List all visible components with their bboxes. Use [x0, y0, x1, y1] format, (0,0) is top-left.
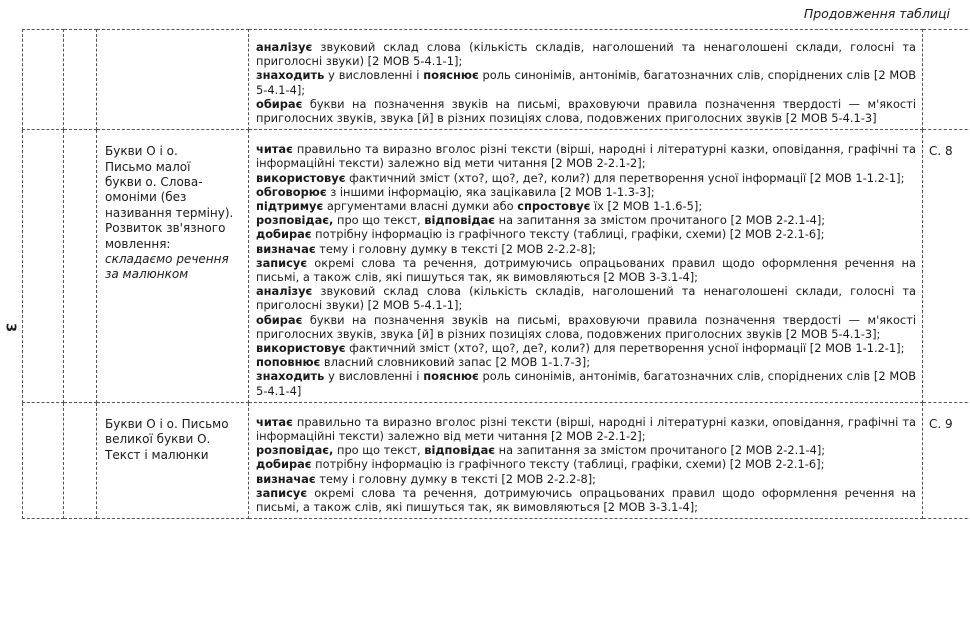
outcome-text: звуковий склад слова (кількість складів, наголошений та ненаголошені склади, голосні та приголосні звуки) [2 МОВ 5-4.1-1]; [256, 40, 916, 69]
outcome-verb: розповідає, [256, 213, 334, 228]
outcome-verb: пояснює [423, 369, 479, 384]
outcome-text: роль синонімів, антонімів, багатозначних слів, споріднених слів [2 МОВ 5-4.1-4] [256, 369, 917, 398]
outcome-text: правильно та виразно вголос різні тексти (вірші, народні і літературні казки, оповідання, графічні та інформаційні тексти) залежно від мети читання [2 МОВ 2-2.1-2]; [256, 142, 916, 171]
outcome-verb: аналізує [256, 284, 313, 299]
outcome-line [256, 341, 916, 355]
outcome-line [256, 97, 916, 125]
table-continuation-caption: Продовження таблиці [803, 6, 950, 21]
textbook-page-cell [923, 30, 970, 130]
outcome-verb: записує [256, 485, 308, 500]
outcome-verb: обирає [256, 312, 303, 327]
textbook-page-cell [923, 130, 970, 403]
table-body [23, 30, 970, 519]
outcome-text: букви на позначення звуків на письмі, враховуючи правила позначення твердості — м'якості приголосних звуків, звука [й] в різних позиціях слова, подовжених приголосних звуків [2 МОВ 5-4.1-3]; [256, 312, 916, 341]
outcome-line [256, 486, 916, 514]
topic-line: Букви О і о. Письмо [105, 416, 229, 431]
outcome-verb: обирає [256, 96, 303, 111]
outcome-line [256, 313, 916, 341]
outcome-line [256, 415, 916, 443]
outcome-text: з іншими інформацію, яка зацікавила [2 МОВ 1-1.3-3]; [326, 184, 655, 199]
outcome-text: про що текст, [333, 443, 425, 458]
table-row [23, 130, 970, 403]
outcome-text: правильно та виразно вголос різні тексти (вірші, народні і літературні казки, оповідання, графічні та інформаційні тексти) залежно від мети читання [2 МОВ 2-2.1-2]; [256, 414, 916, 444]
lesson-number-cell [23, 30, 64, 130]
outcome-line [256, 472, 916, 486]
outcome-verb: використовує [256, 170, 346, 185]
outcome-verb: використовує [256, 341, 346, 356]
outcome-verb: знаходить [256, 369, 325, 384]
outcome-verb: читає [256, 414, 293, 429]
lesson-number-cell [23, 130, 64, 403]
outcome-text: звуковий склад слова (кількість складів, наголошений та ненаголошені склади, голосні та приголосні звуки) [2 МОВ 5-4.1-1]; [256, 284, 916, 313]
page-number: 3 [2, 322, 18, 333]
topic-line: великої букви О. [105, 432, 211, 447]
outcome-text: окремі слова та речення, дотримуючись опрацьованих правил щодо оформлення речення на письмі, а також слів, які пишуться так, як вимовляються [2 МОВ 3-3.1-4]; [256, 255, 916, 285]
outcome-line [256, 355, 916, 369]
outcome-verb: підтримує [256, 199, 324, 214]
outcome-line [256, 227, 916, 241]
outcome-text: фактичний зміст (хто?, що?, де?, коли?) для перетворення усної інформації [2 МОВ 1-1.2-1]; [345, 341, 905, 356]
outcome-text: їх [2 МОВ 1-1.6-5]; [590, 199, 703, 214]
outcome-verb: обговорює [256, 184, 327, 199]
outcome-text: аргументами власні думки або [323, 199, 518, 214]
date-cell [64, 30, 97, 130]
lesson-topic-cell [97, 402, 249, 518]
outcome-line [256, 185, 916, 199]
outcome-line [256, 369, 916, 397]
outcome-line [256, 443, 916, 457]
topic-line: називання терміну). [105, 205, 234, 220]
learning-outcomes-cell [249, 130, 923, 403]
outcome-verb: спростовує [517, 199, 591, 214]
textbook-page-cell [923, 402, 970, 518]
outcome-text: у висловленні і [324, 68, 424, 83]
outcome-verb: розповідає, [256, 443, 334, 458]
outcome-line [256, 40, 916, 68]
learning-outcomes-cell [249, 402, 923, 518]
outcome-text: на запитання за змістом прочитаного [2 МОВ 2-2.1-4]; [495, 443, 826, 458]
outcome-text: потрібну інформацію із графічного тексту (таблиці, графіки, схеми) [2 МОВ 2-2.1-6]; [311, 227, 825, 242]
outcome-text: окремі слова та речення, дотримуючись опрацьованих правил щодо оформлення речення на письмі, а також слів, які пишуться так, як вимовляються [2 МОВ 3-3.1-4]; [256, 485, 916, 515]
outcome-verb: пояснює [423, 68, 479, 83]
outcome-line [256, 457, 916, 471]
outcome-text: букви на позначення звуків на письмі, враховуючи правила позначення твердості — м'якості приголосних звуків, звука [й] в різних позиціях слова, подовжених приголосних звуків [2 МОВ 5-4.1-3] [256, 96, 916, 126]
outcome-verb: відповідає [424, 443, 496, 458]
outcome-line [256, 142, 916, 170]
textbook-page: С. 8 [929, 144, 953, 159]
topic-line: мовлення: [105, 236, 171, 251]
topic-line: Текст і малюнки [105, 447, 209, 462]
outcome-verb: записує [256, 255, 308, 270]
outcome-verb: визначає [256, 241, 316, 256]
outcome-verb: визначає [256, 471, 316, 486]
lesson-topic-cell [97, 130, 249, 403]
outcome-verb: відповідає [424, 213, 496, 228]
outcome-verb: читає [256, 142, 293, 157]
lesson-number-cell [23, 402, 64, 518]
outcome-text: тему і головну думку в тексті [2 МОВ 2-2.2-8]; [315, 471, 596, 486]
outcome-line [256, 284, 916, 312]
topic-line: Письмо малої [105, 159, 191, 174]
outcome-line [256, 171, 916, 185]
outcome-verb: добирає [256, 457, 312, 472]
topic-line: Букви О і о. [105, 144, 178, 159]
outcome-line [256, 68, 916, 96]
textbook-page: С. 9 [929, 416, 953, 431]
topic-line: букви о. Слова- [105, 175, 203, 190]
curriculum-table [22, 29, 970, 519]
table-row [23, 402, 970, 518]
outcome-text: у висловленні і [324, 369, 424, 384]
outcome-line [256, 199, 916, 213]
outcome-text: роль синонімів, антонімів, багатозначних слів, споріднених слів [2 МОВ 5-4.1-4]; [256, 68, 917, 97]
outcome-verb: добирає [256, 227, 312, 242]
outcome-text: про що текст, [333, 213, 425, 228]
learning-outcomes-cell [249, 30, 923, 130]
outcome-text: фактичний зміст (хто?, що?, де?, коли?) для перетворення усної інформації [2 МОВ 1-1.2-1]; [345, 170, 905, 185]
table-row [23, 30, 970, 130]
outcome-verb: аналізує [256, 40, 313, 54]
outcome-verb: знаходить [256, 68, 325, 83]
outcome-text: на запитання за змістом прочитаного [2 МОВ 2-2.1-4]; [495, 213, 826, 228]
outcome-line [256, 213, 916, 227]
lesson-topic-cell [97, 30, 249, 130]
topic-line: омоніми (без [105, 190, 187, 205]
date-cell [64, 130, 97, 403]
outcome-text: тему і головну думку в тексті [2 МОВ 2-2.2-8]; [315, 241, 596, 256]
topic-italic: складаємо речення за малюнком [105, 252, 229, 282]
outcome-text: власний словниковий запас [2 МОВ 1-1.7-3]; [320, 355, 591, 370]
outcome-line [256, 242, 916, 256]
outcome-verb: поповнює [256, 355, 321, 370]
date-cell [64, 402, 97, 518]
topic-line: Розвиток зв'язного [105, 221, 226, 236]
outcome-text: потрібну інформацію із графічного тексту (таблиці, графіки, схеми) [2 МОВ 2-2.1-6]; [311, 457, 825, 472]
outcome-line [256, 256, 916, 284]
